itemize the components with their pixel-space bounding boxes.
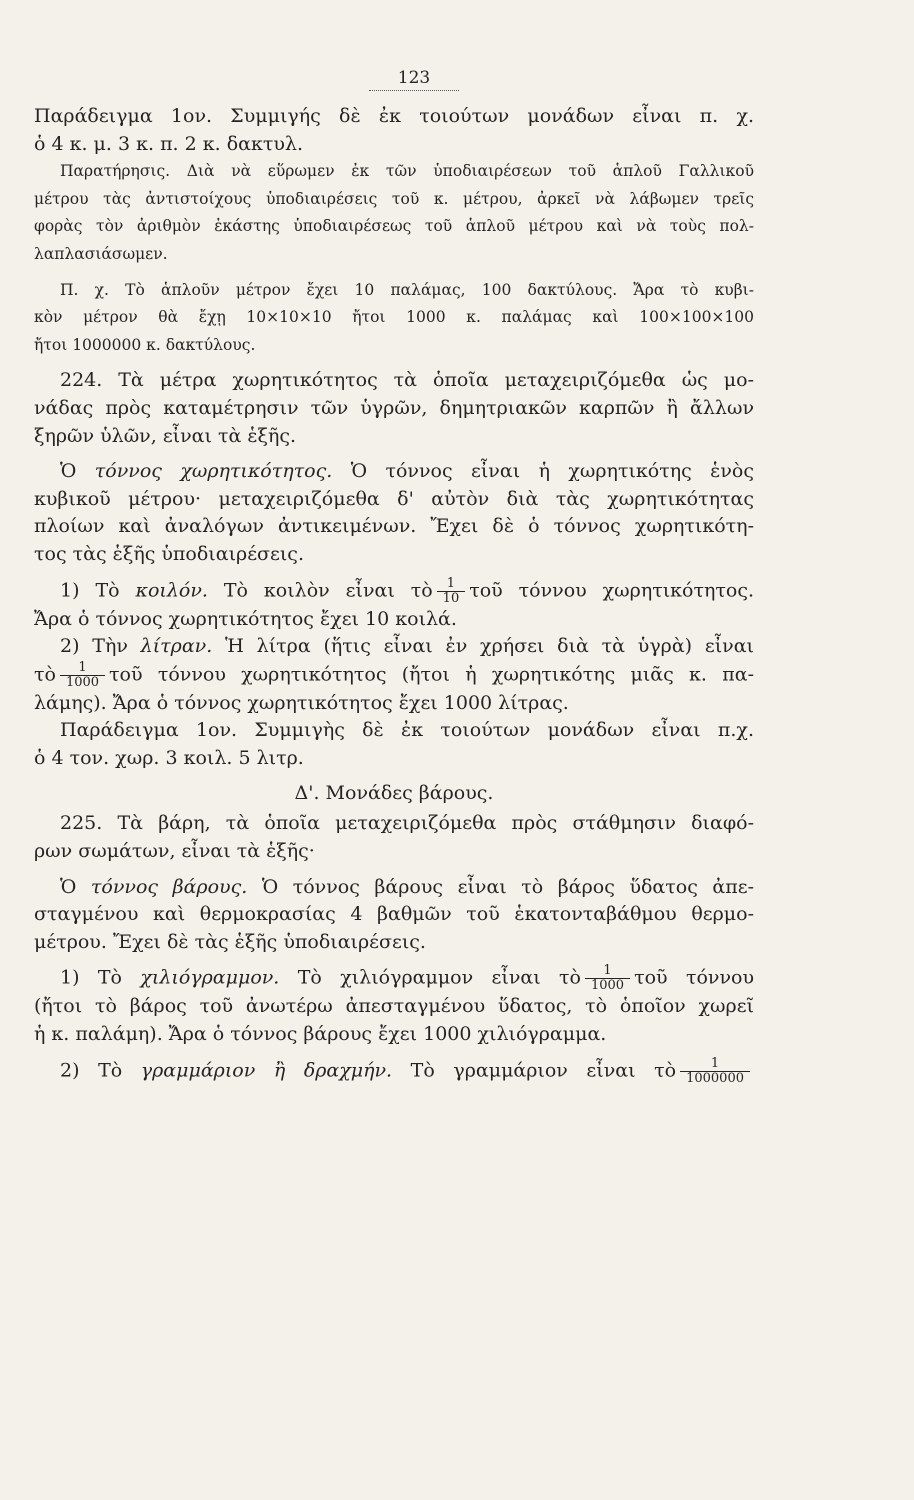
text-segment: Τὸ κοιλὸν εἶναι τὸ	[207, 579, 433, 601]
text-segment: τοῦ τόννου χωρητικότητος.	[469, 579, 754, 601]
text-line	[34, 661, 754, 690]
text-segment: 1) Τὸ	[60, 966, 141, 989]
text-segment: Ὁ τόννος εἶναι ἡ χωρητικότης ἑνὸς	[332, 460, 755, 483]
fraction-numerator: 1	[603, 963, 612, 979]
fraction-numerator: 1	[78, 659, 87, 675]
text-segment: 2) Τὸ	[60, 1059, 141, 1082]
fraction-numerator: 1	[446, 575, 456, 591]
text-line: πλοίων καὶ ἀναλόγων ἀντικειμένων. Ἔχει δὲ ὁ τόννος χωρητικότη-	[34, 515, 754, 538]
text-line: ὁ 4 κ. μ. 3 κ. π. 2 κ. δακτυλ.	[34, 132, 304, 155]
text-line: ξηρῶν ὑλῶν, εἶναι τὰ ἑξῆς.	[34, 424, 297, 447]
text-segment: Ὁ τόννος βάρους εἶναι τὸ βάρος ὕδατος ἀπε-	[247, 875, 754, 898]
text-line: μέτρου. Ἔχει δὲ τὰς ἑξῆς ὑποδιαιρέσεις.	[34, 930, 426, 953]
text-line: (ἤτοι τὸ βάρος τοῦ ἀνωτέρω ἀπεσταγμένου ὕδατος, τὸ ὁποῖον χωρεῖ	[34, 995, 754, 1018]
text-line: ρων σωμάτων, εἶναι τὰ ἑξῆς·	[34, 840, 315, 863]
page-number-rule	[369, 90, 459, 91]
text-line: σταγμένου καὶ θερμοκρασίας 4 βαθμῶν τοῦ ἑκατονταβάθμου θερμο-	[34, 903, 754, 926]
italic-term: τόννος βάρους.	[90, 875, 248, 898]
fraction-numerator: 1	[710, 1055, 720, 1071]
book-page	[34, 68, 754, 1086]
text-line	[34, 1057, 754, 1086]
text-segment: Ὁ	[60, 875, 91, 898]
fraction-denominator: 1000	[60, 675, 105, 690]
text-line: ἡ κ. παλάμη). Ἄρα ὁ τόννος βάρους ἔχει 1000 χιλιόγραμμα.	[34, 1023, 607, 1046]
italic-term: γραμμάριον ἢ δραχμήν.	[140, 1059, 393, 1082]
text-line	[34, 964, 754, 993]
fraction-denominator: 10	[437, 591, 466, 606]
text-segment: τοῦ τόννου χωρητικότητος (ἤτοι ἡ χωρητικότης μιᾶς κ. πα-	[109, 663, 754, 686]
italic-term: λίτραν.	[140, 635, 213, 658]
text-segment: Ὁ	[60, 460, 95, 483]
section-heading: Δ'. Μονάδες βάρους.	[294, 782, 494, 805]
fraction	[437, 577, 466, 606]
text-segment: 2) Τὴν	[60, 635, 141, 658]
fraction	[60, 661, 105, 690]
text-segment: τὸ	[34, 663, 56, 686]
text-line: κὸν μέτρον θὰ ἔχῃ 10×10×10 ἤτοι 1000 κ. παλάμας καὶ 100×100×100	[34, 308, 754, 327]
text-line: ὁ 4 τον. χωρ. 3 κοιλ. 5 λιτρ.	[34, 746, 304, 769]
italic-term: τόννος χωρητικότητος.	[94, 460, 333, 483]
text-line: λαπλασιάσωμεν.	[34, 244, 168, 263]
text-line: μέτρου τὰς ἀντιστοίχους ὑποδιαιρέσεις τοῦ κ. μέτρου, ἀρκεῖ νὰ λάβωμεν τρεῖς	[34, 189, 754, 208]
text-line: Π. χ. Τὸ ἁπλοῦν μέτρον ἔχει 10 παλάμας, 100 δακτύλους. Ἄρα τὸ κυβι-	[60, 280, 754, 299]
fraction	[585, 964, 630, 993]
text-line: τος τὰς ἑξῆς ὑποδιαιρέσεις.	[34, 542, 304, 565]
text-line: ἤτοι 1000000 κ. δακτύλους.	[34, 335, 256, 354]
text-segment: Ἡ λίτρα (ἥτις εἶναι ἐν χρήσει διὰ τὰ ὑγρὰ) εἶναι	[212, 635, 754, 658]
text-segment: 1) Τὸ	[60, 579, 136, 601]
text-line: φορὰς τὸν ἀριθμὸν ἑκάστης ὑποδιαιρέσεως τοῦ ἁπλοῦ μέτρου καὶ νὰ τοὺς πολ-	[34, 217, 754, 236]
text-line: κυβικοῦ μέτρου· μεταχειριζόμεθα δ' αὐτὸν διὰ τὰς χωρητικότητας	[34, 487, 754, 510]
text-line: Ἄρα ὁ τόννος χωρητικότητος ἔχει 10 κοιλά.	[34, 607, 457, 630]
italic-term: χιλιόγραμμον.	[140, 966, 280, 989]
text-line: νάδας πρὸς καταμέτρησιν τῶν ὑγρῶν, δημητριακῶν καρπῶν ἢ ἄλλων	[34, 396, 754, 419]
text-line: Παρατήρησις. Διὰ νὰ εὕρωμεν ἐκ τῶν ὑποδιαιρέσεων τοῦ ἁπλοῦ Γαλλικοῦ	[60, 162, 754, 181]
text-line: Παράδειγμα 1ον. Συμμιγής δὲ ἐκ τοιούτων μονάδων εἶναι π. χ.	[34, 105, 754, 127]
text-line: 225. Τὰ βάρη, τὰ ὁποῖα μεταχειριζόμεθα πρὸς στάθμησιν διαφό-	[60, 812, 754, 835]
fraction	[680, 1057, 750, 1086]
text-segment: τοῦ τόννου	[634, 966, 754, 989]
text-line	[34, 874, 754, 902]
text-segment: Τὸ χιλιόγραμμον εἶναι τὸ	[279, 966, 581, 989]
text-line: Παράδειγμα 1ον. Συμμιγὴς δὲ ἐκ τοιούτων μονάδων εἶναι π.χ.	[60, 719, 754, 742]
fraction-denominator: 1000	[585, 978, 630, 993]
text-line	[34, 577, 754, 606]
text-line: 224. Τὰ μέτρα χωρητικότητος τὰ ὁποῖα μεταχειριζόμεθα ὡς μο-	[60, 369, 754, 392]
italic-term: κοιλόν.	[135, 579, 208, 601]
fraction-denominator: 1000000	[680, 1071, 750, 1086]
text-line: λάμης). Ἄρα ὁ τόννος χωρητικότητος ἔχει 1000 λίτρας.	[34, 691, 569, 714]
text-segment: Τὸ γραμμάριον εἶναι τὸ	[392, 1059, 677, 1082]
text-line	[34, 458, 754, 486]
page-number: 123	[397, 68, 431, 88]
text-line	[34, 633, 754, 661]
